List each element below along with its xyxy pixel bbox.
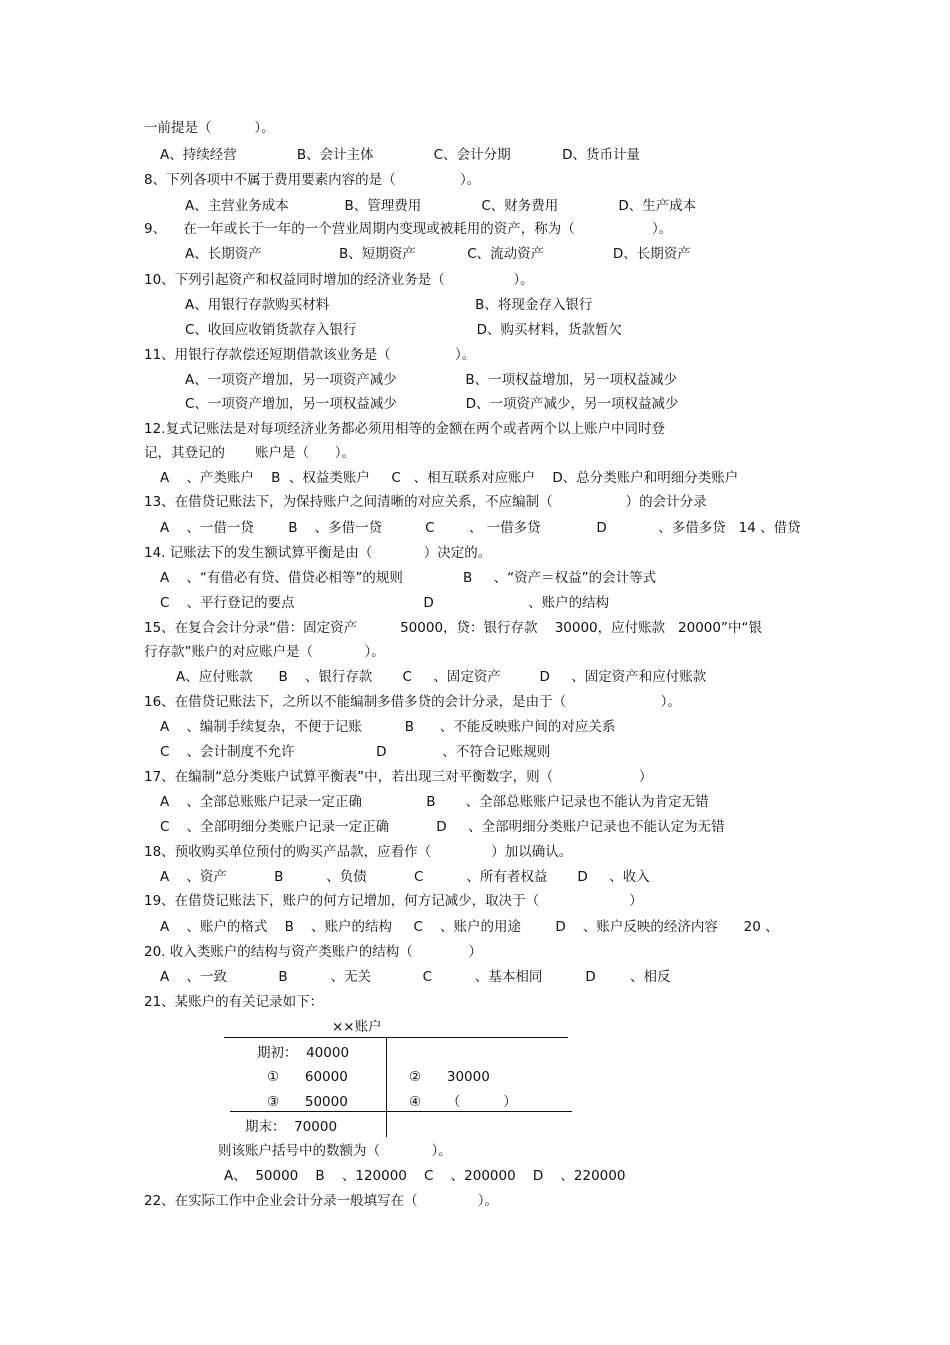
- text-line: 11、用银行存款偿还短期借款该业务是（ ）。: [144, 347, 476, 363]
- text-line: A、用银行存款购买材料 B、将现金存入银行: [185, 297, 593, 313]
- t-account-total-line: [230, 1111, 572, 1112]
- t-account-credit-entry: ④ （ ）: [409, 1094, 517, 1110]
- text-line: C 、全部明细分类账户记录一定正确 D 、全部明细分类账户记录也不能认定为无错: [160, 819, 725, 835]
- t-account-debit-entry: ① 60000: [267, 1069, 348, 1085]
- text-line: 15、在复合会计分录“借：固定资产 50000，贷：银行存款 30000，应付账款 20000”中“银: [144, 620, 762, 636]
- text-line: A、持续经营 B、会计主体 C、会计分期 D、货币计量: [160, 147, 640, 163]
- text-line: 18、预收购买单位预付的购买产品款，应看作（ ）加以确认。: [144, 844, 573, 860]
- t-account-closing: 期末： 70000: [245, 1119, 338, 1135]
- text-line: 19、在借贷记账法下，账户的何方记增加，何方记减少，取决于（ ）: [144, 893, 643, 909]
- text-line: 17、在编制“总分类账户试算平衡表”中，若出现三对平衡数字，则（ ）: [144, 769, 653, 785]
- text-line: C、一项资产增加，另一项权益减少 D、一项资产减少，另一项权益减少: [185, 396, 679, 412]
- t-account-credit-entry: ② 30000: [409, 1069, 490, 1085]
- t-account-opening: 期初： 40000: [257, 1045, 350, 1061]
- text-line: A、长期资产 B、短期资产 C、流动资产 D、长期资产: [185, 246, 691, 262]
- text-line: 则该账户括号中的数额为（ ）。: [218, 1143, 452, 1159]
- text-line: 记，其登记的 账户是（ ）。: [144, 445, 356, 461]
- t-account-debit-entry: ③ 50000: [267, 1094, 348, 1110]
- text-line: A 、产类账户 B 、权益类账户 C 、相互联系对应账户 D、总分类账户和明细分类账户: [160, 470, 739, 486]
- text-line: 16、在借贷记账法下，之所以不能编制多借多贷的会计分录，是由于（ ）。: [144, 694, 681, 710]
- text-line: A、主营业务成本 B、管理费用 C、财务费用 D、生产成本: [185, 198, 697, 214]
- text-line: 21、某账户的有关记录如下：: [144, 994, 324, 1010]
- text-line: A 、一借一贷 B 、多借一贷 C 、 一借多贷 D 、多借多贷 14 、借贷: [160, 520, 801, 536]
- text-line: C 、平行登记的要点 D 、账户的结构: [160, 595, 610, 611]
- text-line: A 、资产 B 、负债 C 、所有者权益 D 、收入: [160, 869, 650, 885]
- text-line: 9、 在一年或长于一年的一个营业周期内变现或被耗用的资产，称为（ ）。: [144, 221, 673, 237]
- text-line: A 、全部总账账户记录一定正确 B 、全部总账账户记录也不能认为肯定无错: [160, 794, 709, 810]
- text-line: A 、一致 B 、无关 C 、基本相同 D 、相反: [160, 969, 671, 985]
- t-account-title: ××账户: [332, 1019, 382, 1035]
- text-line: 8、下列各项中不属于费用要素内容的是（ ）。: [144, 172, 481, 188]
- text-line: A 、账户的格式 B 、账户的结构 C 、账户的用途 D 、账户反映的经济内容 20 、: [160, 919, 779, 935]
- text-line: A、一项资产增加，另一项资产减少 B、一项权益增加，另一项权益减少: [185, 372, 678, 388]
- text-line: 行存款”账户的对应账户是（ ）。: [144, 644, 385, 660]
- text-line: A 、“有借必有贷、借贷必相等”的规则 B 、“资产＝权益”的会计等式: [160, 570, 657, 586]
- text-line: 10、下列引起资产和权益同时增加的经济业务是（ ）。: [144, 272, 534, 288]
- text-line: 一前提是（ ）。: [144, 120, 275, 136]
- t-account-center-line: [386, 1038, 387, 1137]
- text-line: C、收回应收销货款存入银行 D、购买材料，货款暂欠: [185, 322, 622, 338]
- text-line: C 、会计制度不允许 D 、不符合记账规则: [160, 744, 551, 760]
- text-line: 20. 收入类账户的结构与资产类账户的结构（ ）: [144, 944, 483, 960]
- text-line: A、应付账款 B 、银行存款 C 、固定资产 D 、固定资产和应付账款: [176, 669, 707, 685]
- text-line: 14. 记账法下的发生额试算平衡是由（ ）决定的。: [144, 545, 492, 561]
- text-line: 22、在实际工作中企业会计分录一般填写在（ ）。: [144, 1193, 499, 1209]
- text-line: 12.复式记账法是对每项经济业务都必须用相等的金额在两个或者两个以上账户中同时登: [144, 421, 665, 437]
- text-line: A 、编制手续复杂，不便于记账 B 、不能反映账户间的对应关系: [160, 719, 616, 735]
- text-line: A、 50000 B 、120000 C 、200000 D 、220000: [224, 1168, 626, 1184]
- text-line: 13、在借贷记账法下，为保持账户之间清晰的对应关系，不应编制（ ）的会计分录: [144, 494, 707, 510]
- t-account-top-line: [224, 1037, 568, 1038]
